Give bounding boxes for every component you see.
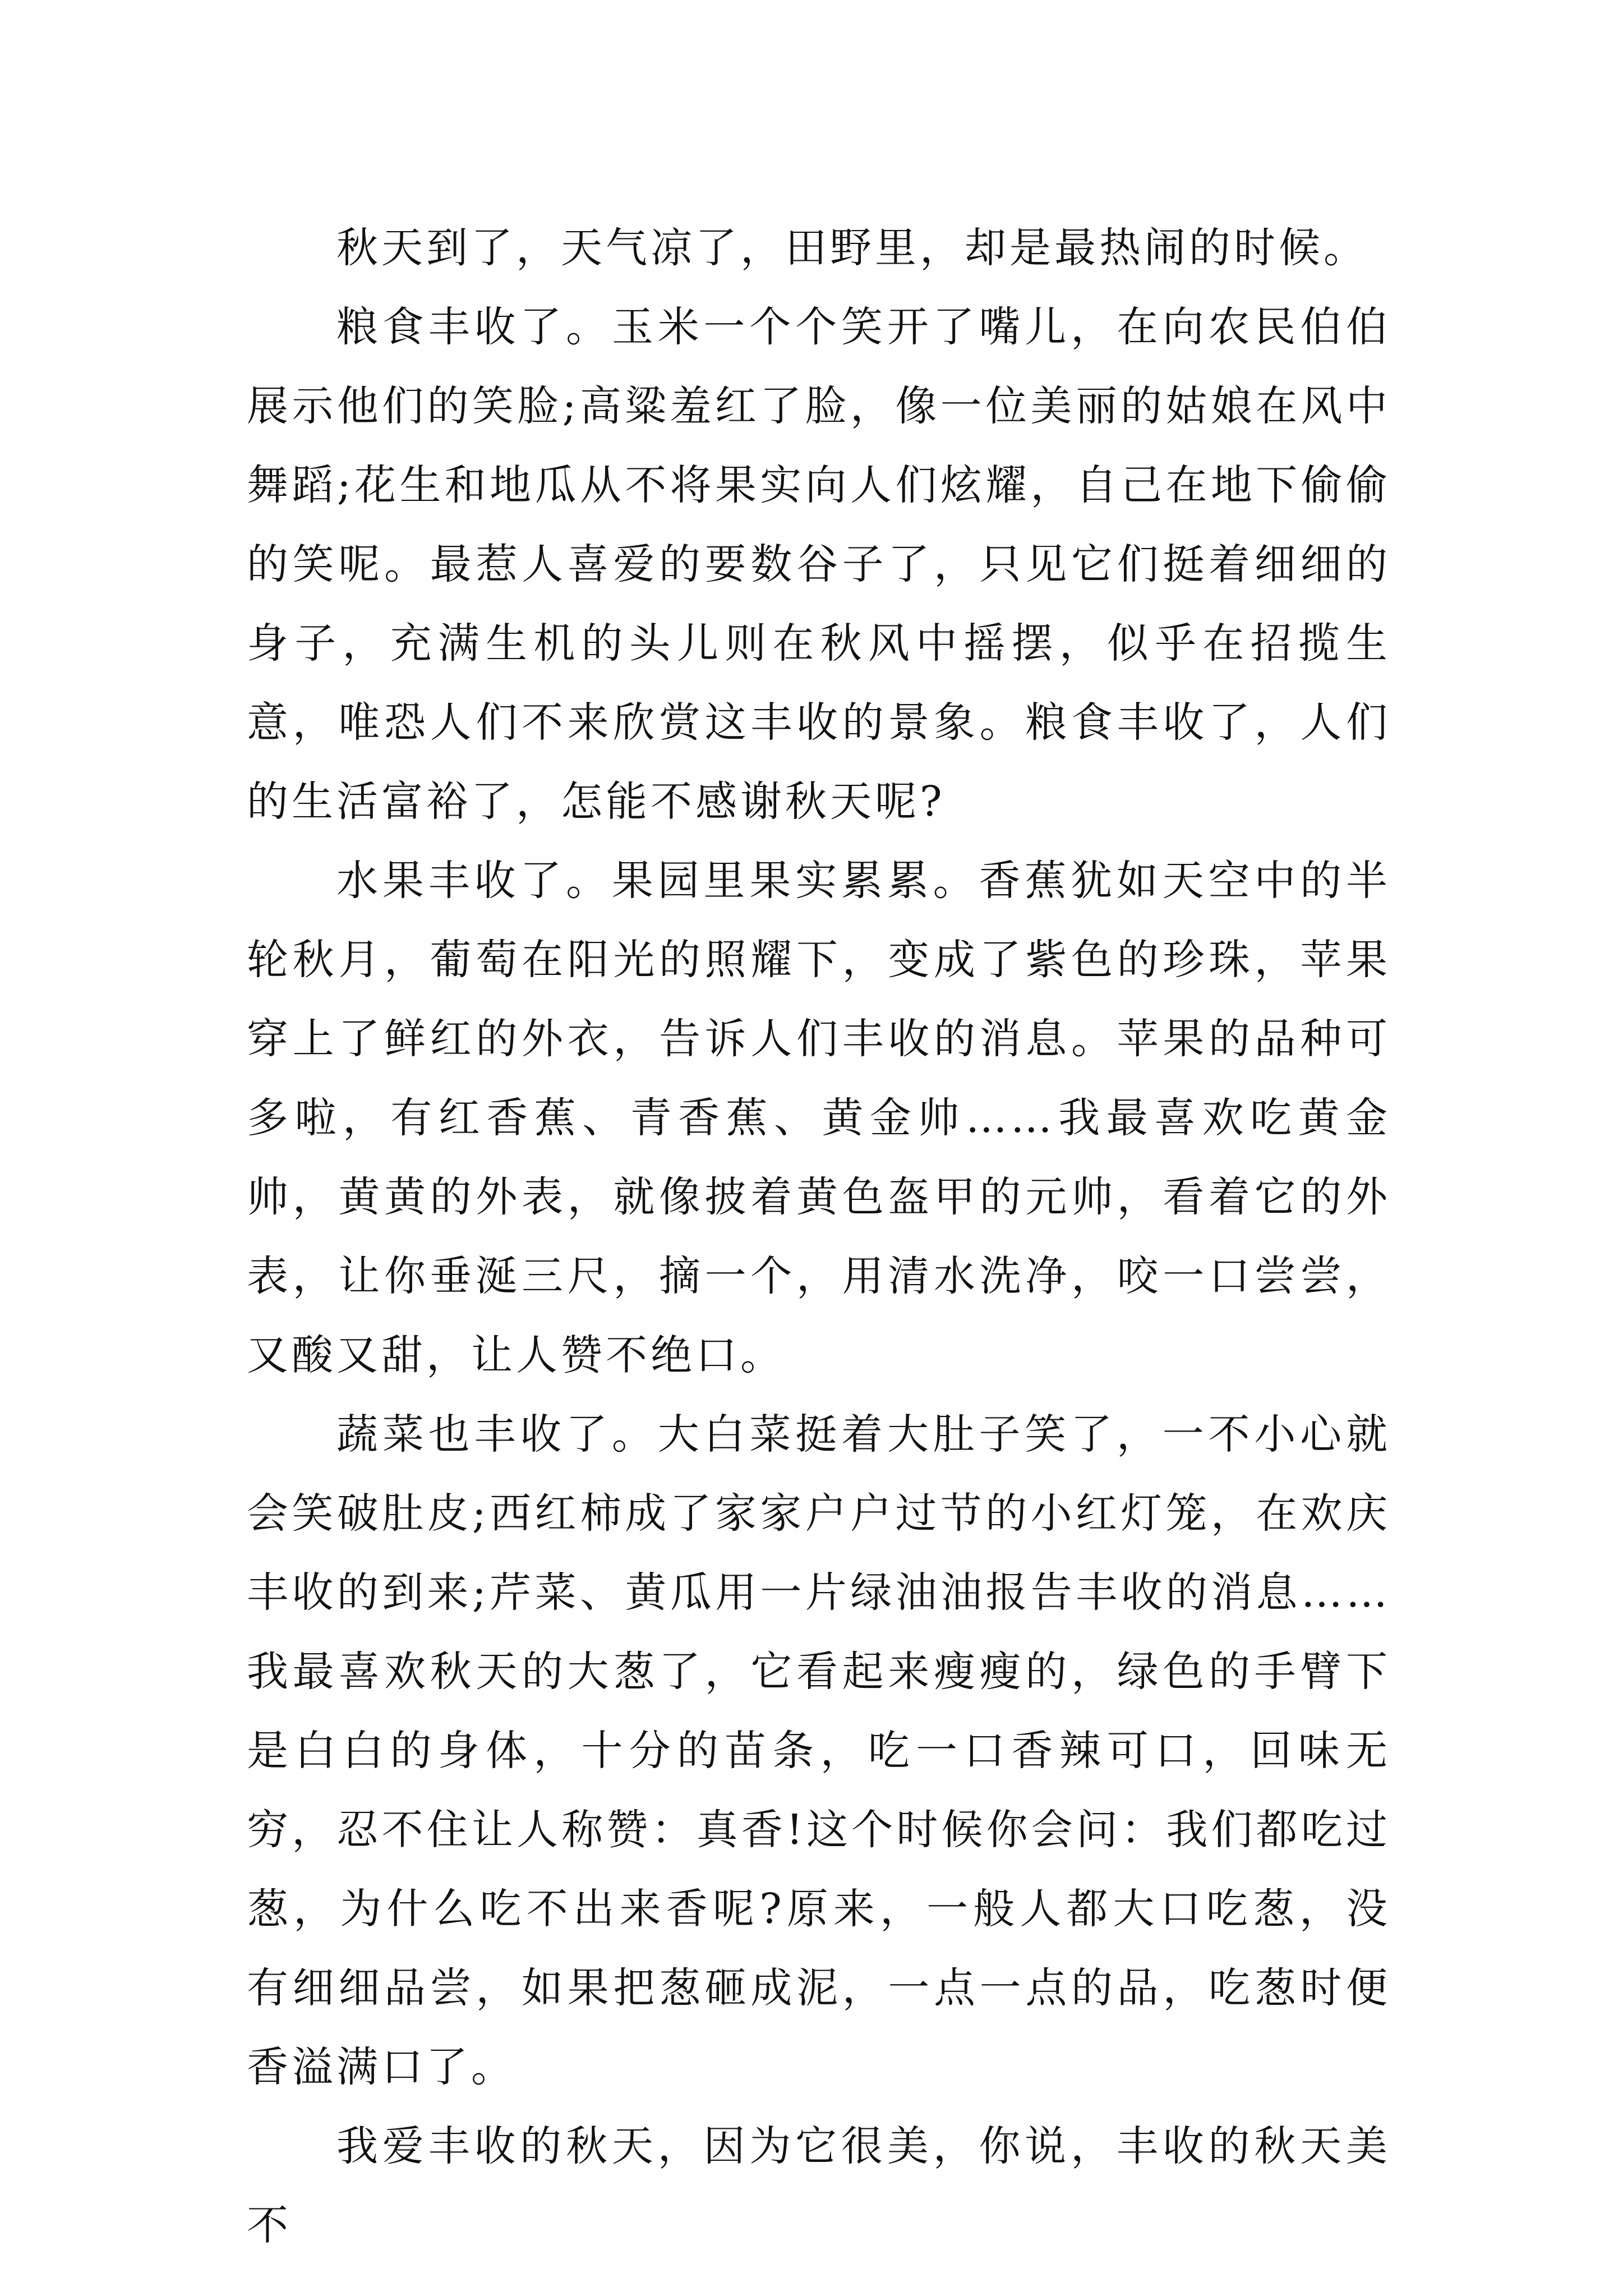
- paragraph-vegetable-harvest: 蔬菜也丰收了。大白菜挺着大肚子笑了，一不小心就会笑破肚皮;西红柿成了家家户户过节的小红灯笼，在欢庆丰收的到来;芹菜、黄瓜用一片绿油油报告丰收的消息……我最喜欢秋天的大葱了，它看起来瘦瘦的，绿色的手臂下是白白的身体，十分的苗条，吃一口香辣可口，回味无穷，忍不住让人称赞：真香!这个时候你会问：我们都吃过葱，为什么吃不出来香呢?原来，一般人都大口吃葱，没有细细品尝，如果把葱砸成泥，一点一点的品，吃葱时便香溢满口了。: [247, 1410, 1391, 2091]
- paragraph-closing: 我爱丰收的秋天，因为它很美，你说，丰收的秋天美不: [247, 2122, 1391, 2249]
- document-body: [247, 209, 1391, 2265]
- paragraph-fruit-harvest: 水果丰收了。果园里果实累累。香蕉犹如天空中的半轮秋月，葡萄在阳光的照耀下，变成了紫色的珍珠，苹果穿上了鲜红的外衣，告诉人们丰收的消息。苹果的品种可多啦，有红香蕉、青香蕉、黄金帅……我最喜欢吃黄金帅，黄黄的外表，就像披着黄色盔甲的元帅，看着它的外表，让你垂涎三尺，摘一个，用清水洗净，咬一口尝尝，又酸又甜，让人赞不绝口。: [247, 857, 1391, 1379]
- paragraph-grain-harvest: 粮食丰收了。玉米一个个笑开了嘴儿，在向农民伯伯展示他们的笑脸;高粱羞红了脸，像一位美丽的姑娘在风中舞蹈;花生和地瓜从不将果实向人们炫耀，自己在地下偷偷的笑呢。最惹人喜爱的要数谷子了，只见它们挺着细细的身子，充满生机的头儿则在秋风中摇摆，似乎在招揽生意，唯恐人们不来欣赏这丰收的景象。粮食丰收了，人们的生活富裕了，怎能不感谢秋天呢?: [247, 303, 1391, 826]
- paragraph-intro: 秋天到了，天气凉了，田野里，却是最热闹的时候。: [336, 224, 1368, 272]
